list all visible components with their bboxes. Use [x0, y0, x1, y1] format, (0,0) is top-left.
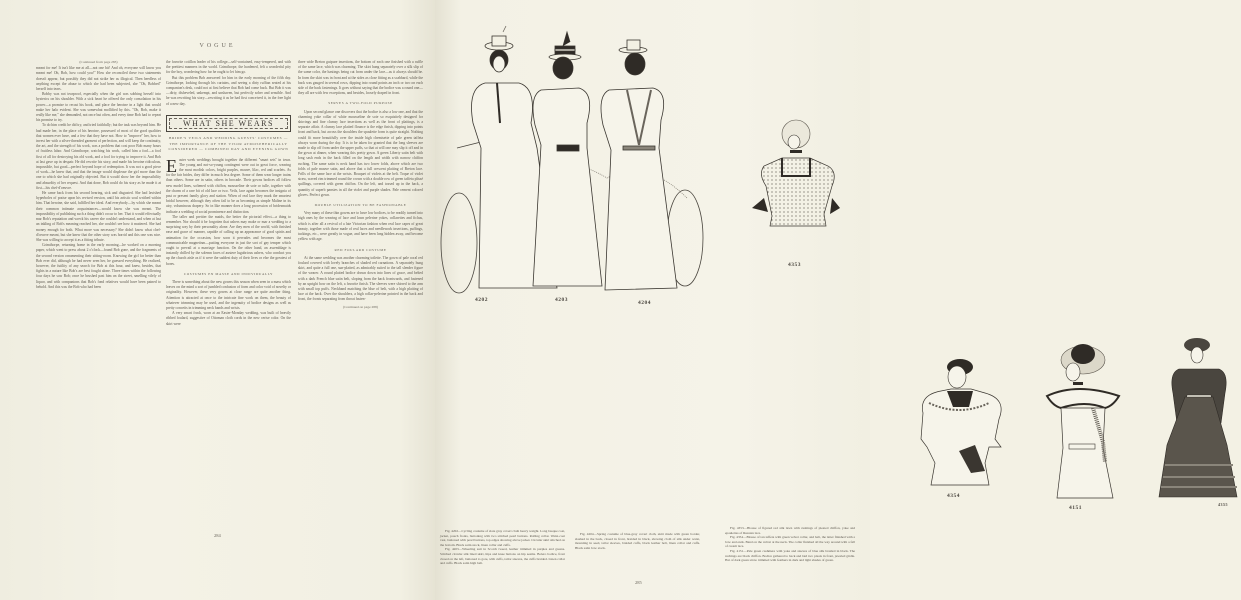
figure-caption: Fig. 4204—Spring costume of blue-gray covert cloth, skirt made with green border, slashed in the back, closed in front, braided in black, showing cloth of silk under waist, mounting in seed, tailor sleeves, braided cuffs, black leather belt, linen collar and cuffs. Black satin bow stock.: [575, 532, 700, 550]
right-page: [435, 0, 1228, 600]
article-deck: BRIDE'S VEILS AND WEDDING GUESTS' COSTUMES — THE IMPORTANCE OF THE VISOR ATMOSPHERICALLY CONSIDERED — COMBINED DAY AND EVENING GOWN: [168, 136, 289, 152]
figure-label: 4202: [475, 297, 488, 303]
left-page: [0, 0, 435, 600]
subhead: COSTUMES EN MASSE AND INDIVIDUALLY: [183, 271, 274, 276]
article-lead: [166, 155, 291, 215]
figure-caption: Fig. 4354—Blouse of tan taffeta with green velvet collar, and belt, the latter finished with a bow and ends. Band on the velvet at the neck. The collar finished all the way around with a fall of cream lace.: [725, 535, 855, 549]
paragraph: Bobby was not tearproof, especially when the girl was sobbing herself into hysterics on his shoulder. With a sick heart he offered the only consolation in his power—a promise to recast his book, and place the heroine in a light that would make her halo evident. She was somewhat mollified by this. "Oh, Bob, make it really like me," she demanded, not once but often, and every time Bob had to repeat his promise to try.: [36, 92, 161, 123]
paragraph: But this problem Bob answered for him in the early morning of the fifth day. Grimthorpe, looking through his curtains, and seeing a dirty ruffian seated at his companion's desk, could not at first believe that Bob had come back. But Bob it was—dirty, disheveled, unkempt, and unshaven, but perfectly sober and sensible. And he was rewriting his story—rewriting it as he had first conceived it, in the free light of a new day.: [166, 75, 291, 106]
paragraph: Upon second glance one discovers that the bodice is also a low one, and that the charming yoke collar of white mousseline de soie so exquisitely designed for shirrings and fine clumsy lace insertions as well as the front of plaitings, is a separate affair. A clumsy lace plaited flounce is the edge finish, dipping into points front and back, but across the shoulders the spaulette form is quite straight. Nothing could fit more beautifully over the inside high chemisette of pale green taffeta always worn during the day. It is to be taken for granted that the long sleeves are made to slip off from under the upper puffs, so that at will one may slip it off and in the gown at dinner, when wearing this pretty gown. A green Liberty satin belt with long sash ends in the back filled on the length and width with narrow chiffon ruching. The same satin is neck band has two lower folds, above which are two folds of pale mauve satin, and above that a full crescent plaiting of Breton lace. Frills of the same lace at the wrists. Bouquet of violets at the belt. Toque of violet straw, waved rim trimmed round the crown with a double row of green taffeta plissé quillings, covered with green chiffon. On the left, and tossed up in the back, a quantity of superb pansies in all the violet and purple shades. Pale cement colored gloves. Perfect gown.: [298, 109, 423, 197]
page-number: 284: [214, 533, 221, 538]
figure-label: 4203: [555, 297, 568, 303]
figure-label: 4354: [947, 493, 960, 499]
paragraph: To do him credit he did try, and tried faithfully; but the task was beyond him. He had made her, in the place of his heroine, possessed of most of the good qualities that women ever have, and a few that they have not. How to "improve" her, how to invest her with a silver-threaded garment of perfection, and will keep the continuity, the art, and the strength of his work, was a problem that cost poor Bob many hours of fruitless labor. And Grimthorpe, watching his work, called him a fool—a fool first of all for destroying his old work, and a fool for trying to improve it. And Bob at last gave up in despair. He did rewrite his story, and made his heroine ridiculous, impossible, but good—perfect beyond hope of redemption. It was not a good piece of work—he knew that, and that the image would displease the girl more than the one to which she had originally objected. But it would show her the impossibility and absurdity of her request. And that done, Bob could do his story as he made it at first—his chef-d'oeuvre.: [36, 123, 161, 190]
figure-label: 4355: [1218, 502, 1228, 507]
figure-4151-illustration: [1043, 338, 1123, 498]
figure-label: 4204: [638, 300, 651, 306]
paragraph: three wide Breton guipure insertions, the bottom of each one finished with a ruffle of the same lace, which was charming. The skirt hung separately over a silk slip of the same color, the hastings being cut from under the lace—as it always should be. In form the skirt was in front and at the sides as close fitting as a scabbard, while the back was gauged in several rows, dipping into round points an inch or two on each side of the back fastenings. It goes without saying that the bodice was a round one—they all are with few exceptions, and besides, loosely draped in front.: [298, 60, 423, 96]
paragraph: the favorite cotillon leader of his college—self-contained, easy-tempered, and with the prettiest manners in the world. Grimthorpe, the hardened, felt a wonderful pity for the boy, wondering how far he ought to let him go.: [166, 60, 291, 75]
paragraph: At the same wedding was another charming toilette. The gown of pale coral red foulard covered with lovely branches of shaded red carnations. A separately hung skirt, and quite a full one, sun-plaited, as admirably suited to the tall slender figure of the wearer. A round plaited bodice drawn down into lines of grace, and belted with a dark French blue satin belt, sloping from the back frontwards, and fastened by an upright bow on the left, a favorite finish. The sleeves were shirred to the arm with small top puffs. Neckband matching the blue of belt, with a high plaiting of lace at the back. Over the shoulders, a high collar-pelerine pointed in the back and front, the fronts separating from throat fasten-: [298, 255, 423, 302]
paragraph: A very smart frock, worn at an Easter-Monday wedding, was built of heavily ribbed foulard, suggestive of Ottoman cloth cords in the new cerise color. On the skirt were: [166, 311, 291, 326]
figure-caption: Fig. 4151—Pale green cashmere with yoke and sleeves of blue silk braided in black. The ruchings are black chiffon. Bodice gathered to back and laid two pleats in front, jeweled girdle. Hat of dark green straw trimmed with feathers in dark and light shades of green.: [725, 548, 855, 563]
bicycle-wheel-icon: [441, 193, 477, 293]
figure-caption: Fig. 4202—Cycling costume of slate gray covert cloth heavy weight. Long basque coat, jacket, pouch fronts, buttoning with two stitched pearl buttons. Rolling collar. Waist-coat vest, buttoned with pearl buttons, top edges showing above jacket. Circular skirt stitched on the bottom. Black satin stock, linen collar and cuffs.: [440, 529, 565, 547]
paragraph: There is something about the new gowns this season when seen in a mass which leaves on the mind a sort of jumbled confusion of form and color void of novelty or originality. However, these very gowns at close range are quite another thing. Attention is attracted at once to the intricate fine work on them, the beauty of whatever trimming may be used, and the ingenuity of bodice designs as well as pretty conceits in trimming neck bands and wrists.: [166, 280, 291, 311]
masthead: VOGUE: [199, 43, 236, 49]
figure-caption: Fig. 4203—Wheeling suit in Scotch tweed, leather trimmed in purples and greens. Stitched circular silk lined skirt, hips and knee buttons on hip seams. Bolero bodice, front closed on the left, buttoned to gore, with cuffs, tailor sleeves, the cuffs braided. Linen collar and cuffs. Black satin high belt.: [440, 547, 565, 566]
subhead: SERVES A TWO-FOLD PURPOSE: [328, 101, 393, 106]
subhead: DOUBLE UTILIZATION TO BE FASHIONABLE: [314, 203, 407, 208]
caption-column-2: [575, 532, 700, 550]
caption-column-3: [725, 526, 855, 563]
paragraph: Very many of these thin gowns are to have low bodices, to be readily turned into high ones by the wearing of lace and lawn pelerine yokes, collarettes and fichus, which is after all a revival of a late Victorian fashion when real lace capes of great beauty, together with those made of real laces and needlework insertions, puffings, tuckings, etc., were greatly in vogue, and have been long hidden away, and become yellow with age.: [298, 211, 423, 242]
left-column-3: [298, 60, 423, 311]
left-column-2: [166, 60, 291, 327]
caption-column-1: [440, 529, 565, 566]
figure-4355-illustration: [1157, 335, 1241, 500]
continued-to-note: (Continued on page 288): [343, 304, 378, 309]
figure-caption: Fig. 4353—Blouse of figured red silk lawn with rushings of pleated chiffon, yoke and epaulettes of Russian lace.: [725, 526, 855, 535]
paragraph: He came back from his second hearing, sick and disgusted. She had lavished hyperboles of praise upon his revised version, until his artistic soul writhed within him. That heroine, she said, fulfilled her ideal. And everybody—by which she meant their common intimate acquaintances—would know she was meant. The impossibility of publishing such a thing didn't occur to her. That it would effectually mar Bob's reputation and wreck his career she couldn't understand, and when at last an inkling of Bob's meaning reached her, she couldn't see how it mattered. She had money enough for both. What more was necessary? She didn't know what chef-d'oeuvre meant, but she knew that the other story was horrid and this one was nice. She was willing to accept it as a fitting tribute.: [36, 191, 161, 242]
figure-4203: [533, 32, 602, 286]
paragraph: The taller and prettier the maids, the better the pictorial effect—a thing to remember. Nor should it be forgotten that ushers may make or mar a wedding to a surprising way by their personality alone. Are they men of the world, with finished ease and grace of manner, capable of calling up an appearance of good spirits and animation for the occasion, how soon it pervades and becomes the most communicable magnetism—putting everyone in just the sort of gay temper which ought to prevail at a marriage function. On the other hand, an assemblage is instantly chilled by the solemn faces of austere lugubrious ushers, who conduct you up the church aisle as if it were the saddest duty of their lives or else the greatest of bores.: [166, 214, 291, 266]
section-banner: [166, 115, 291, 132]
paragraph: Grimthorpe, returning home in the early morning—he worked on a morning paper, which went to press about 2 o'clock—found Bob gone, and the fragments of the second version ornamenting their sitting-room. Knowing the girl far better than Bob ever did, although he had never seen her, he guessed everything. He realized, however, the futility of any search for Bob at this hour, and knew, besides, that fights in a nature like Bob's are best fought alone. Three times within the following four days he saw Bob; once he brushed past him on the street, smelling vilely of liquor, and with companions that Bob's fond relatives would have been pained to behold. And this was the Bob who had been: [36, 243, 161, 289]
paragraph: meant for me! It isn't like me at all—not one bit! And oh, everyone will know you meant me! Oh, Bob, how could you!" How she reconciled these two statements doesn't appear, but possibly they did not strike her as illogical. Then heedless of anything except the abuse to which she had been subjected, she "Oh, Bobbed" herself into tears.: [36, 66, 161, 92]
figure-4353-illustration: [750, 118, 845, 243]
figure-4354-illustration: [915, 355, 1005, 485]
page-number: 285: [635, 580, 642, 585]
figure-label: 4151: [1069, 505, 1082, 511]
subhead: RED FOULARD COSTUME: [334, 247, 387, 252]
drop-cap: E: [166, 155, 177, 176]
left-column-1: [36, 60, 161, 290]
section-title: WHAT SHE WEARS: [169, 118, 288, 129]
paragraph: aster week weddings brought together the different "smart sets" in town. The young and not-so-young contingent were out in great force, wearing the most modish colors, bright purples, mauve, lilac, red and scarlets. As for the fair brides, they differ in much less degree. Some of them wear longer trains than others. Some are in satin, others in brocade. Their gowns bodices all follow new model lines, softened with chiffon, mousseline de soie or tulle, together with the charm of a rare bit of old lace or two. Veils, lace again becomes the insignia of past or present family glory and station. When of real lace they mark the smartest bridal however, although they often fail to be as becoming as simple Maline in its airy, voluminous drapery. So in like manner does a long procession of bridesmaids indicate a wedding of social prominence and distinction.: [166, 157, 291, 214]
figure-label: 4353: [788, 262, 801, 268]
continued-from-note: (Continued from page 283): [79, 60, 118, 64]
cycling-costumes-illustration: [437, 28, 712, 298]
figure-4204: [601, 40, 677, 290]
